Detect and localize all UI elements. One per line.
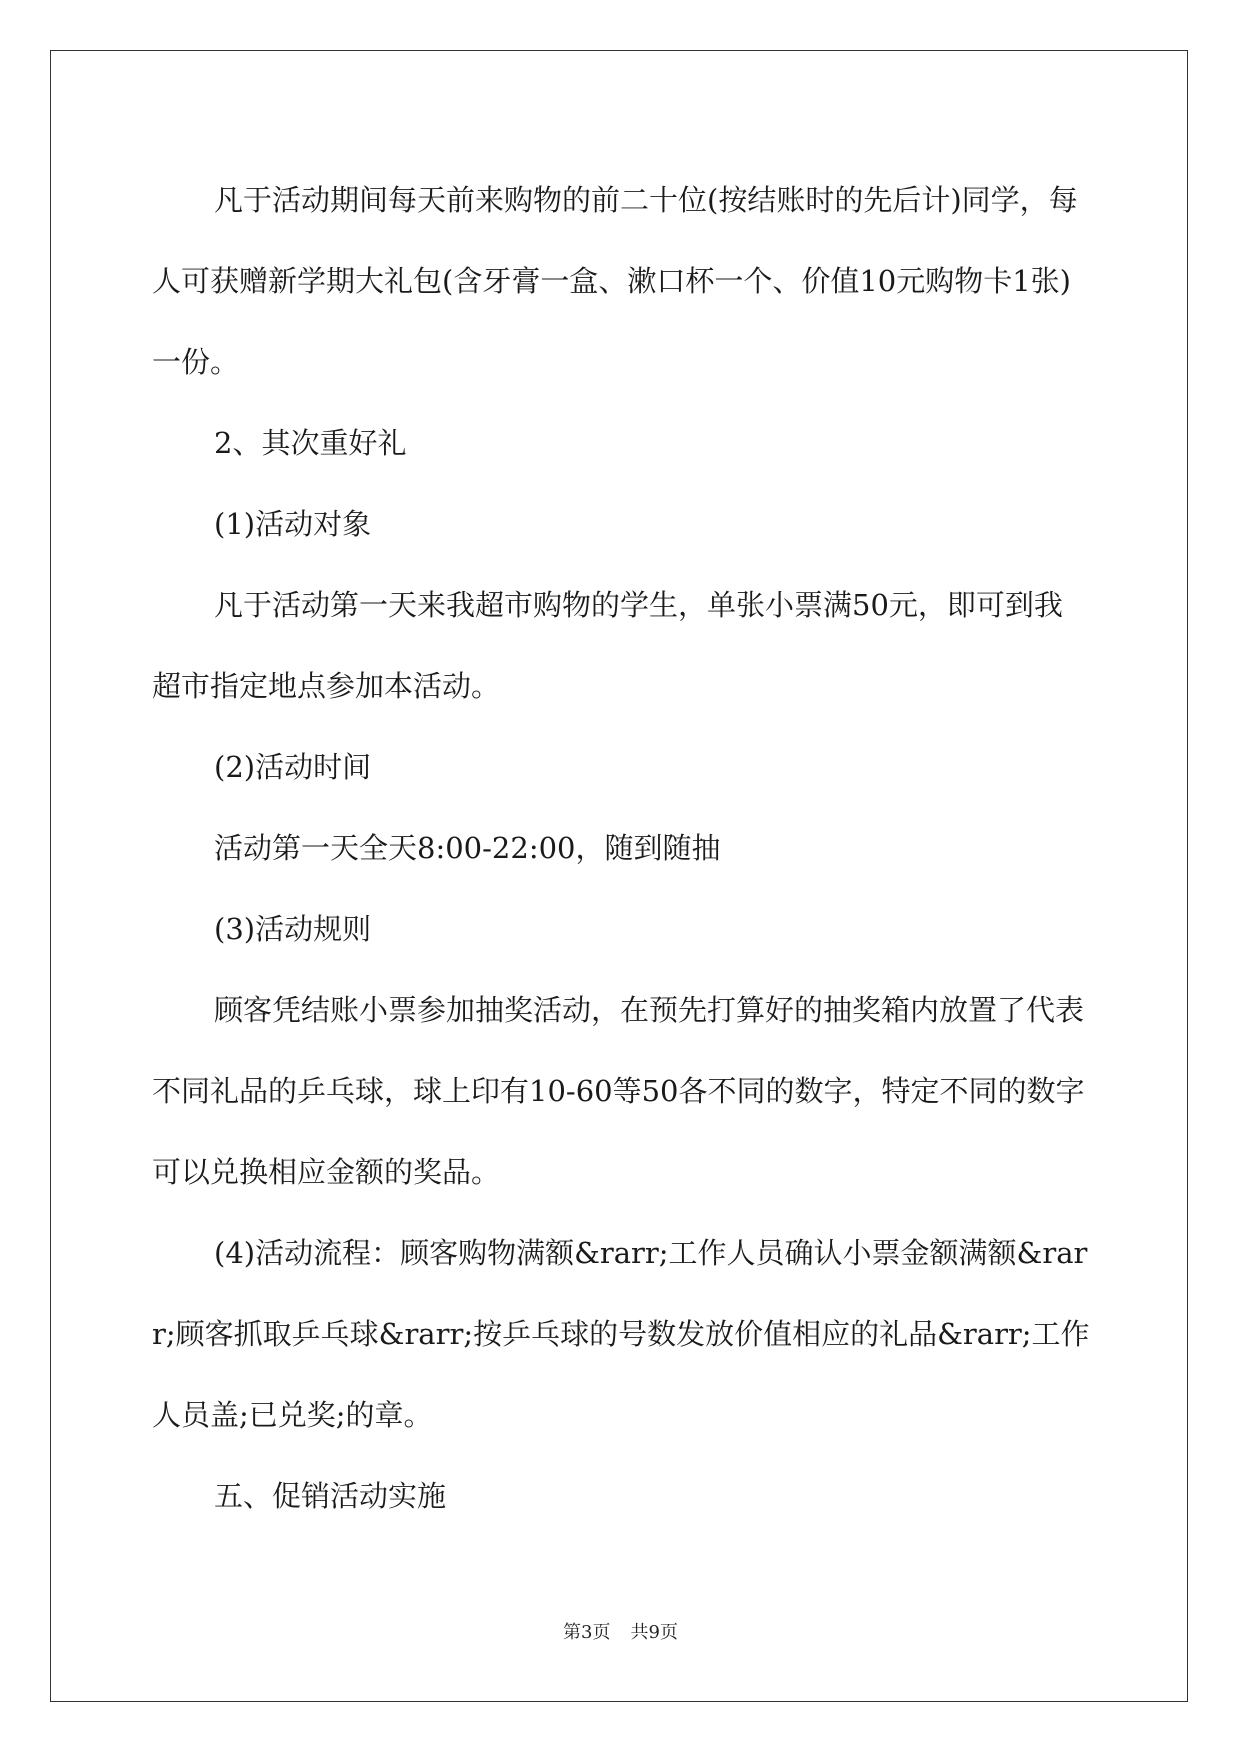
page-total: 共9页 <box>630 1622 678 1643</box>
paragraph: 五、促销活动实施 <box>214 1479 447 1513</box>
paragraph: (1)活动对象 <box>214 507 372 541</box>
page-number: 第3页 <box>563 1622 611 1643</box>
paragraph: 凡于活动期间每天前来购物的前二十位(按结账时的先后计)同学，每人可获赠新学期大礼包(含牙膏一盒、漱口杯一个、价值10元购物卡1张)一份。 <box>152 183 1078 379</box>
paragraph: 顾客凭结账小票参加抽奖活动，在预先打算好的抽奖箱内放置了代表不同礼品的乒乓球，球上印有10-60等50各不同的数字，特定不同的数字可以兑换相应金额的奖品。 <box>152 993 1085 1189</box>
paragraph: (3)活动规则 <box>214 912 372 946</box>
page-footer <box>0 1618 1241 1644</box>
paragraph: 凡于活动第一天来我超市购物的学生，单张小票满50元，即可到我超市指定地点参加本活动。 <box>152 588 1063 703</box>
paragraph: (4)活动流程：顾客购物满额&rarr;工作人员确认小票金额满额&rarr;顾客抓取乒乓球&rarr;按乒乓球的号数发放价值相应的礼品&rarr;工作人员盖;已兑奖;的章。 <box>152 1236 1090 1432</box>
document-body <box>152 160 1090 1537</box>
paragraph: 2、其次重好礼 <box>214 426 407 460</box>
paragraph: (2)活动时间 <box>214 750 372 784</box>
paragraph: 活动第一天全天8:00-22:00，随到随抽 <box>214 831 721 865</box>
